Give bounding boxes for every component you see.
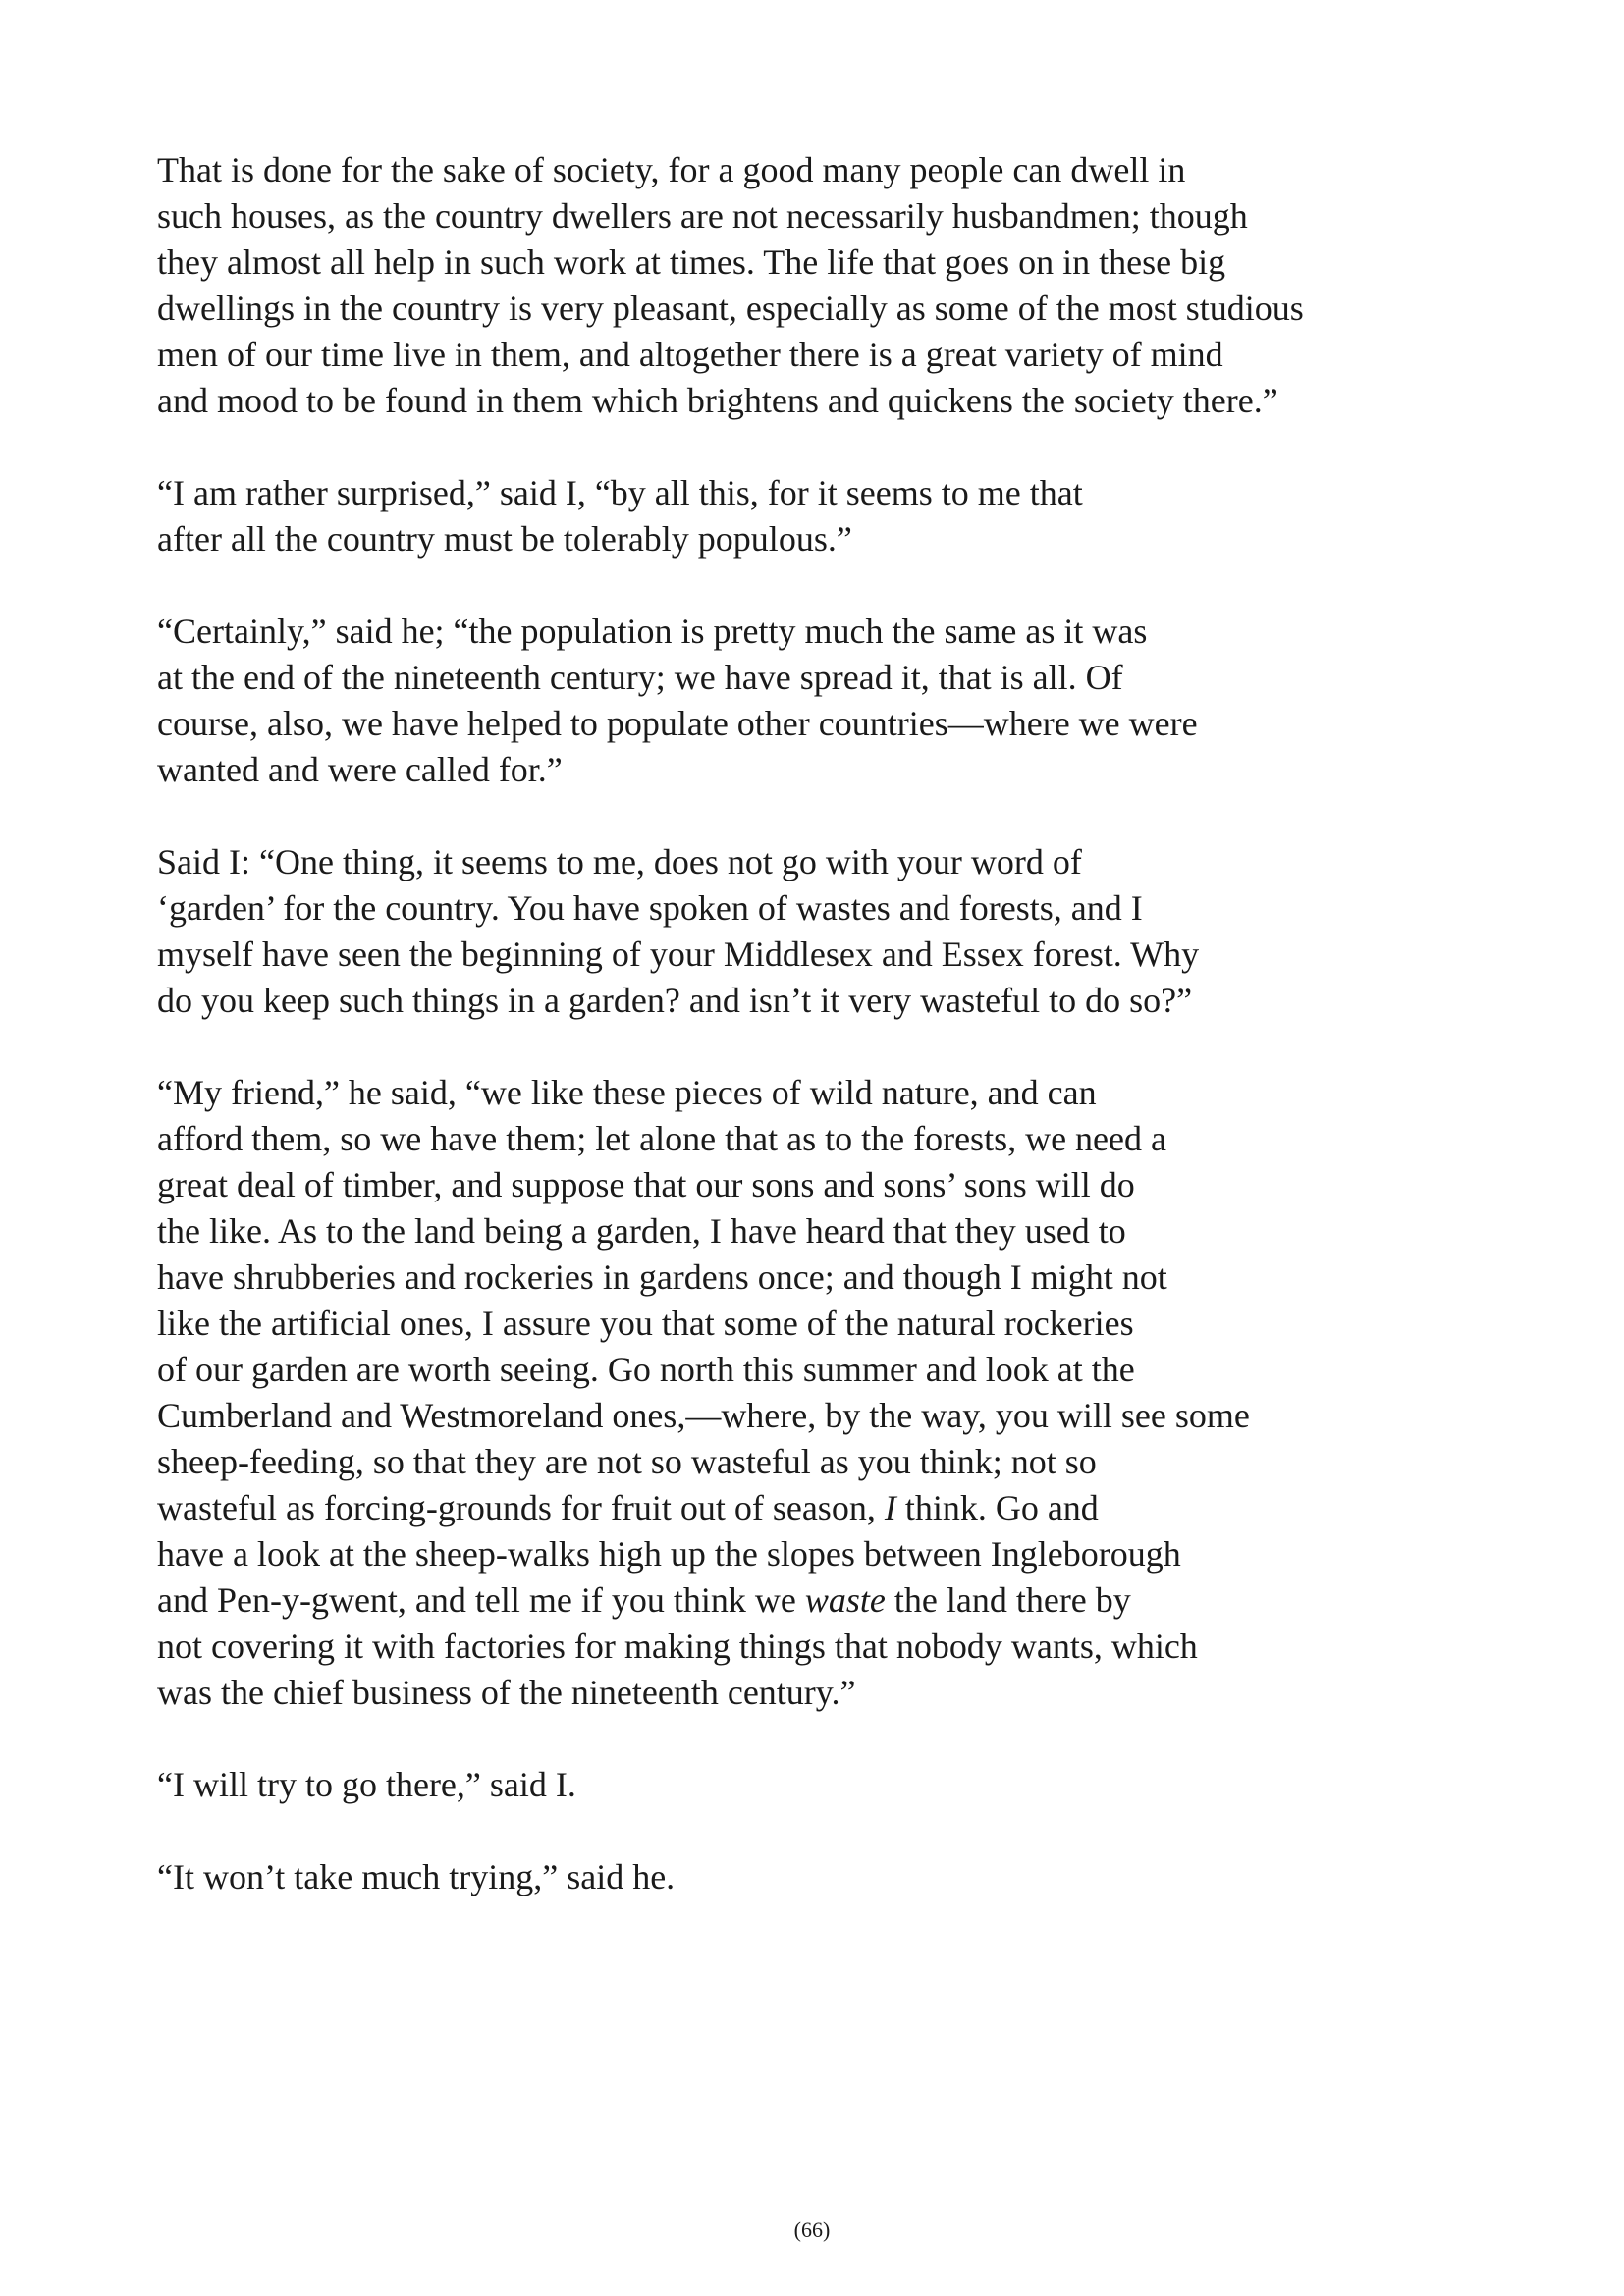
- paragraph: [157, 1762, 1434, 1808]
- text-run: was the chief business of the nineteenth century.”: [157, 1673, 856, 1712]
- text-line: [157, 747, 1434, 793]
- text-run: men of our time live in them, and altogether there is a great variety of mind: [157, 335, 1223, 374]
- text-run: “It won’t take much trying,” said he.: [157, 1857, 676, 1896]
- text-run: afford them, so we have them; let alone that as to the forests, we need a: [157, 1119, 1166, 1158]
- text-line: [157, 932, 1434, 978]
- text-run: like the artificial ones, I assure you that some of the natural rockeries: [157, 1304, 1134, 1343]
- text-line: [157, 1208, 1434, 1255]
- text-run: ‘garden’ for the country. You have spoken of wastes and forests, and I: [157, 888, 1143, 928]
- text-line: [157, 516, 1434, 562]
- text-run: at the end of the nineteenth century; we have spread it, that is all. Of: [157, 658, 1123, 697]
- text-line: [157, 1116, 1434, 1162]
- paragraph: [157, 147, 1434, 424]
- text-run: That is done for the sake of society, for a good many people can dwell in: [157, 150, 1186, 189]
- text-run: such houses, as the country dwellers are not necessarily husbandmen; though: [157, 196, 1248, 236]
- text-line: [157, 1531, 1434, 1577]
- text-line: [157, 1347, 1434, 1393]
- text-run: “I will try to go there,” said I.: [157, 1765, 576, 1804]
- text-run: the land there by: [885, 1580, 1131, 1620]
- text-run: have a look at the sheep-walks high up the slopes between Ingleborough: [157, 1534, 1181, 1574]
- paragraph: [157, 609, 1434, 793]
- text-run: wasteful as forcing-grounds for fruit out of season,: [157, 1488, 885, 1527]
- text-run: and mood to be found in them which brightens and quickens the society there.”: [157, 381, 1278, 420]
- text-line: [157, 978, 1434, 1024]
- text-run: dwellings in the country is very pleasant, especially as some of the most studious: [157, 289, 1304, 328]
- body-text: [157, 147, 1434, 1947]
- text-line: [157, 240, 1434, 286]
- text-run: have shrubberies and rockeries in gardens once; and though I might not: [157, 1257, 1167, 1297]
- text-line: [157, 1577, 1434, 1624]
- text-run: Said I: “One thing, it seems to me, does not go with your word of: [157, 842, 1082, 881]
- text-line: [157, 839, 1434, 885]
- paragraph: [157, 1854, 1434, 1900]
- text-run: “I am rather surprised,” said I, “by all this, for it seems to me that: [157, 473, 1083, 512]
- text-line: [157, 885, 1434, 932]
- text-run: and Pen-y-gwent, and tell me if you think we: [157, 1580, 805, 1620]
- text-run: do you keep such things in a garden? and isn’t it very wasteful to do so?”: [157, 981, 1193, 1020]
- text-line: [157, 147, 1434, 193]
- emphasis-text: waste: [804, 1580, 886, 1620]
- emphasis-text: I: [884, 1488, 896, 1527]
- text-run: sheep-feeding, so that they are not so wasteful as you think; not so: [157, 1442, 1097, 1481]
- text-line: [157, 1854, 1434, 1900]
- text-line: [157, 378, 1434, 424]
- text-line: [157, 1070, 1434, 1116]
- paragraph: [157, 1070, 1434, 1716]
- text-line: [157, 1762, 1434, 1808]
- paragraph: [157, 470, 1434, 562]
- text-line: [157, 470, 1434, 516]
- text-run: after all the country must be tolerably populous.”: [157, 519, 852, 559]
- text-run: of our garden are worth seeing. Go north this summer and look at the: [157, 1350, 1135, 1389]
- text-run: the like. As to the land being a garden, I have heard that they used to: [157, 1211, 1126, 1251]
- text-line: [157, 1670, 1434, 1716]
- text-run: Cumberland and Westmoreland ones,—where, by the way, you will see some: [157, 1396, 1250, 1435]
- text-line: [157, 332, 1434, 378]
- text-line: [157, 1624, 1434, 1670]
- text-run: “My friend,” he said, “we like these pieces of wild nature, and can: [157, 1073, 1097, 1112]
- text-line: [157, 1162, 1434, 1208]
- text-line: [157, 1485, 1434, 1531]
- paragraph: [157, 839, 1434, 1024]
- text-run: they almost all help in such work at times. The life that goes on in these big: [157, 242, 1226, 282]
- text-line: [157, 1255, 1434, 1301]
- text-run: course, also, we have helped to populate other countries—where we were: [157, 704, 1198, 743]
- text-line: [157, 655, 1434, 701]
- text-run: think. Go and: [895, 1488, 1099, 1527]
- text-line: [157, 609, 1434, 655]
- text-run: great deal of timber, and suppose that our sons and sons’ sons will do: [157, 1165, 1135, 1204]
- text-line: [157, 1439, 1434, 1485]
- text-run: wanted and were called for.”: [157, 750, 563, 789]
- text-line: [157, 701, 1434, 747]
- text-line: [157, 286, 1434, 332]
- page-number: (66): [793, 2217, 831, 2242]
- text-run: “Certainly,” said he; “the population is pretty much the same as it was: [157, 612, 1148, 651]
- text-line: [157, 1301, 1434, 1347]
- text-line: [157, 1393, 1434, 1439]
- text-run: myself have seen the beginning of your Middlesex and Essex forest. Why: [157, 934, 1200, 974]
- text-line: [157, 193, 1434, 240]
- text-run: not covering it with factories for making things that nobody wants, which: [157, 1627, 1198, 1666]
